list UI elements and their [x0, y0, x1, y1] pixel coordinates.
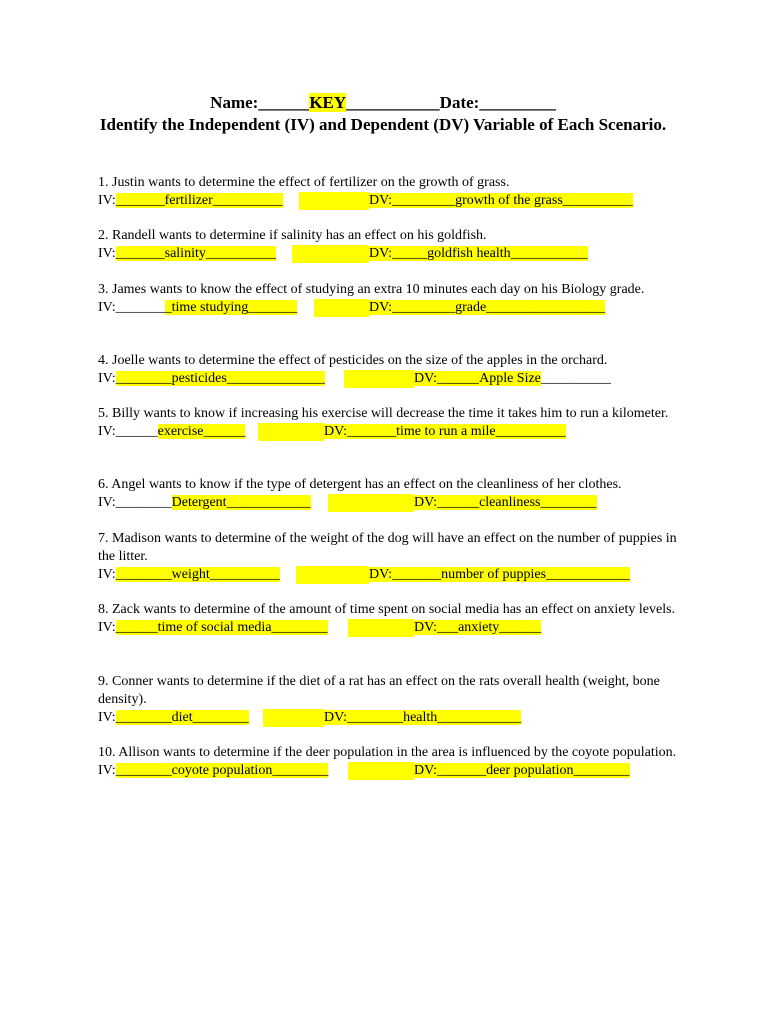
dv-answer: _______time to run a mile__________ — [347, 424, 566, 439]
dv-answer: ________health____________ — [347, 710, 522, 725]
answer-row — [98, 619, 678, 637]
dv-answer: _____goldfish health___________ — [392, 246, 588, 261]
iv-label: IV: — [98, 193, 116, 208]
question-text: 6. Angel wants to know if the type of detergent has an effect on the cleanliness of her clothes. — [98, 477, 622, 492]
question-9 — [98, 673, 678, 727]
name-value: KEY — [309, 93, 347, 112]
iv-answer: ________weight__________ — [115, 567, 280, 582]
header-line — [98, 92, 668, 114]
question-2 — [98, 227, 678, 263]
answer-row — [98, 494, 678, 512]
question-5 — [98, 405, 678, 441]
question-text: 9. Conner wants to determine if the diet of a rat has an effect on the rats overall health (weight, bone density). — [98, 674, 660, 707]
question-text: 4. Joelle wants to determine the effect of pesticides on the size of the apples in the orchard. — [98, 353, 608, 368]
iv-label: IV: — [98, 246, 116, 261]
answer-row — [98, 709, 678, 727]
question-1 — [98, 174, 678, 210]
dv-blank: ______ — [437, 371, 480, 386]
worksheet — [98, 92, 678, 778]
iv-label: IV: — [98, 710, 116, 725]
question-text: 8. Zack wants to determine of the amount of time spent on social media has an effect on anxiety levels. — [98, 602, 676, 617]
iv-label: IV: — [98, 763, 116, 778]
date-blank: _________ — [479, 93, 556, 112]
dv-label: DV: — [369, 193, 393, 208]
dv-answer: ______cleanliness________ — [437, 495, 597, 510]
iv-answer: ________diet________ — [115, 710, 249, 725]
name-label: Name: — [210, 93, 259, 112]
answer-row — [98, 245, 678, 263]
iv-answer: _time studying_______ — [164, 300, 298, 315]
date-label: Date: — [439, 93, 480, 112]
iv-answer: ________coyote population________ — [115, 763, 329, 778]
iv-label: IV: — [98, 371, 116, 386]
iv-blank: ______ — [115, 424, 158, 439]
answer-row — [98, 566, 678, 584]
answer-row — [98, 299, 678, 317]
dv-answer: _________growth of the grass__________ — [392, 193, 633, 208]
dv-label: DV: — [369, 567, 393, 582]
iv-answer: ______time of social media________ — [115, 620, 328, 635]
dv-answer: _______number of puppies____________ — [392, 567, 631, 582]
question-7 — [98, 530, 678, 584]
question-text: 10. Allison wants to determine if the deer population in the area is influenced by the coyote population. — [98, 745, 677, 760]
dv-blank-post: __________ — [540, 371, 611, 386]
question-text: 5. Billy wants to know if increasing his exercise will decrease the time it takes him to run a kilometer. — [98, 406, 669, 421]
dv-label: DV: — [324, 424, 348, 439]
name-blank-pre: ______ — [258, 93, 310, 112]
iv-label: IV: — [98, 300, 116, 315]
dv-label: DV: — [414, 620, 438, 635]
question-text: 3. James wants to know the effect of studying an extra 10 minutes each day on his Biology grade. — [98, 282, 645, 297]
iv-answer: exercise______ — [157, 424, 246, 439]
question-text: 7. Madison wants to determine of the weight of the dog will have an effect on the number of puppies in the litter. — [98, 531, 677, 564]
iv-blank: ________ — [115, 495, 172, 510]
dv-label: DV: — [324, 710, 348, 725]
question-6 — [98, 476, 678, 512]
question-text: 1. Justin wants to determine the effect of fertilizer on the growth of grass. — [98, 175, 510, 190]
answer-row — [98, 192, 678, 210]
dv-answer: ___anxiety______ — [437, 620, 542, 635]
iv-answer: _______salinity__________ — [115, 246, 276, 261]
iv-label: IV: — [98, 620, 116, 635]
iv-label: IV: — [98, 424, 116, 439]
iv-blank: _______ — [115, 300, 165, 315]
dv-label: DV: — [414, 495, 438, 510]
iv-label: IV: — [98, 495, 116, 510]
dv-label: DV: — [369, 246, 393, 261]
dv-answer: Apple Size — [479, 371, 541, 386]
dv-label: DV: — [414, 763, 438, 778]
dv-answer: _________grade_________________ — [392, 300, 606, 315]
answer-row — [98, 423, 678, 441]
question-3 — [98, 281, 678, 317]
answer-row — [98, 762, 678, 780]
iv-answer: ________pesticides______________ — [115, 371, 325, 386]
question-10 — [98, 744, 678, 780]
dv-answer: _______deer population________ — [437, 763, 630, 778]
name-blank-post: ___________ — [346, 93, 440, 112]
dv-label: DV: — [369, 300, 393, 315]
question-4 — [98, 352, 678, 388]
iv-answer: Detergent____________ — [171, 495, 311, 510]
dv-label: DV: — [414, 371, 438, 386]
question-8 — [98, 601, 678, 637]
page-title: Identify the Independent (IV) and Dependent (DV) Variable of Each Scenario. — [99, 115, 667, 134]
iv-answer: _______fertilizer__________ — [115, 193, 283, 208]
question-text: 2. Randell wants to determine if salinity has an effect on his goldfish. — [98, 228, 487, 243]
answer-row — [98, 370, 678, 388]
iv-label: IV: — [98, 567, 116, 582]
